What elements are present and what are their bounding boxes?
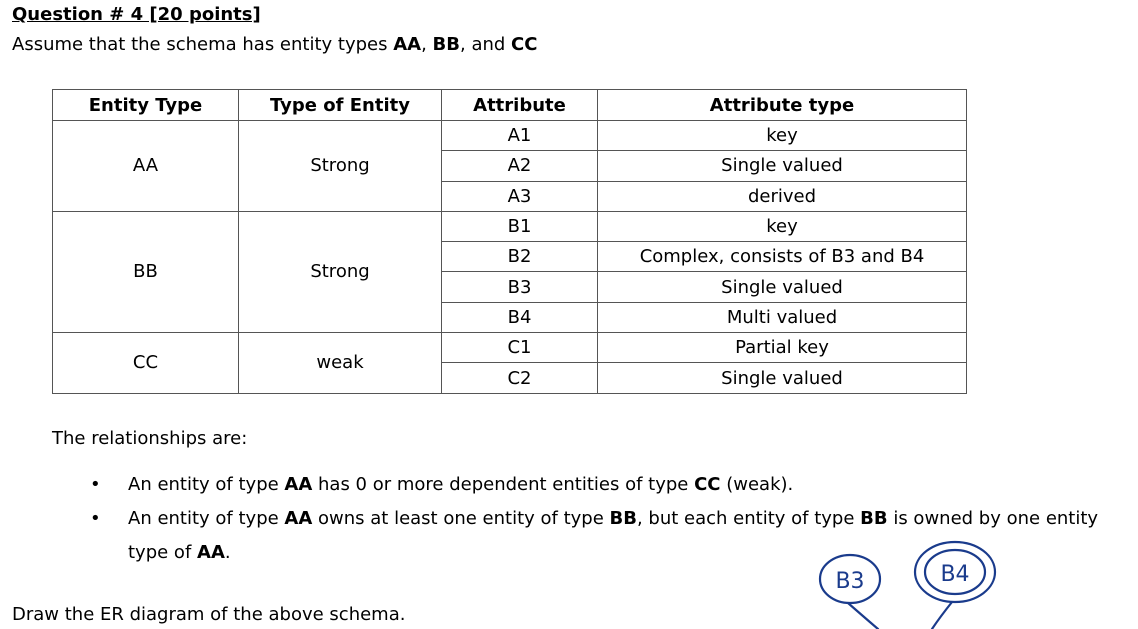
entity-kind-cell: weak xyxy=(239,333,442,394)
attribute-cell: B2 xyxy=(442,242,598,272)
entity-kind-cell: Strong xyxy=(239,121,442,212)
question-heading: Question # 4 [20 points] xyxy=(12,4,261,25)
attribute-cell: A2 xyxy=(442,151,598,181)
b4-connector xyxy=(932,602,952,629)
attribute-type-cell: Partial key xyxy=(598,333,967,363)
attribute-cell: B1 xyxy=(442,211,598,241)
header-attribute: Attribute xyxy=(442,90,598,121)
attribute-cell: C2 xyxy=(442,363,598,393)
table-row xyxy=(53,333,967,363)
b3-connector xyxy=(848,603,878,629)
attribute-cell: C1 xyxy=(442,333,598,363)
entity-aa-label: AA xyxy=(393,34,422,55)
attribute-cell: A1 xyxy=(442,121,598,151)
relationships-title: The relationships are: xyxy=(52,428,248,449)
attribute-cell: B4 xyxy=(442,302,598,332)
intro-sep-2: , and xyxy=(460,34,512,55)
attribute-cell: B3 xyxy=(442,272,598,302)
intro-prefix: Assume that the schema has entity types xyxy=(12,34,394,55)
list-item: • An entity of type AA has 0 or more dependent entities of type CC (weak). xyxy=(90,468,1108,502)
header-entity-type: Entity Type xyxy=(53,90,239,121)
b4-handwritten-label: B4 xyxy=(940,562,970,587)
schema-table xyxy=(52,89,967,394)
entity-cc-label: CC xyxy=(511,34,538,55)
header-type-of-entity: Type of Entity xyxy=(239,90,442,121)
attribute-type-cell: key xyxy=(598,211,967,241)
table-row xyxy=(53,211,967,241)
attribute-type-cell: key xyxy=(598,121,967,151)
entity-cell: AA xyxy=(53,121,239,212)
intro-sep-1: , xyxy=(421,34,433,55)
intro-sentence xyxy=(12,34,537,55)
attribute-type-cell: Single valued xyxy=(598,363,967,393)
list-item: • An entity of type AA owns at least one entity of type BB, but each entity of type BB is owned by one entity type of AA. xyxy=(90,502,1108,570)
handwritten-annotation xyxy=(810,525,1030,629)
table-row xyxy=(53,121,967,151)
table-header-row xyxy=(53,90,967,121)
attribute-type-cell: Multi valued xyxy=(598,302,967,332)
attribute-type-cell: Complex, consists of B3 and B4 xyxy=(598,242,967,272)
attribute-cell: A3 xyxy=(442,181,598,211)
attribute-type-cell: Single valued xyxy=(598,151,967,181)
entity-cell: CC xyxy=(53,333,239,394)
footer-instruction: Draw the ER diagram of the above schema. xyxy=(12,604,406,625)
entity-kind-cell: Strong xyxy=(239,211,442,332)
attribute-type-cell: Single valued xyxy=(598,272,967,302)
entity-cell: BB xyxy=(53,211,239,332)
attribute-type-cell: derived xyxy=(598,181,967,211)
entity-bb-label: BB xyxy=(432,34,460,55)
b3-handwritten-label: B3 xyxy=(835,569,865,594)
header-attribute-type: Attribute type xyxy=(598,90,967,121)
